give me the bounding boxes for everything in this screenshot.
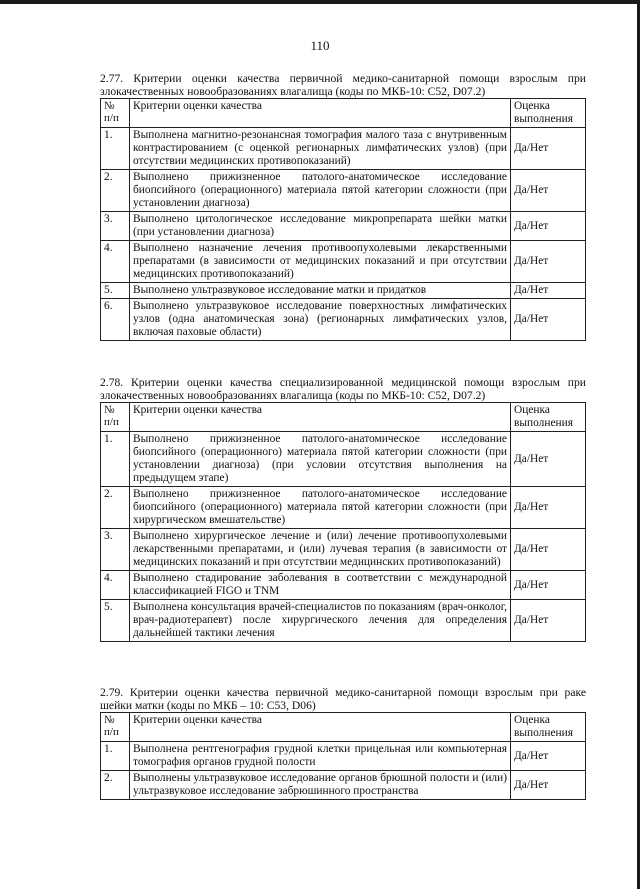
row-criterion: Выполнена магнитно-резонансная томография малого таза с внутривенным контрастированием (с оценкой регионарных лимфатических узлов) (при отсутствии медицинских противопоказаний) [130, 128, 511, 170]
row-num: 5. [101, 600, 130, 642]
header-criterion: Критерии оценки качества [130, 403, 511, 432]
row-result: Да/Нет [511, 571, 586, 600]
header-result: Оценка выполнения [511, 99, 586, 128]
page-number: 110 [310, 38, 330, 53]
header-num: № п/п [101, 99, 130, 128]
row-criterion: Выполнена рентгенография грудной клетки прицельная или компьютерная томография органов грудной полости [130, 742, 511, 771]
table-row [101, 299, 586, 341]
row-num: 1. [101, 432, 130, 487]
row-result: Да/Нет [511, 283, 586, 299]
row-result: Да/Нет [511, 432, 586, 487]
row-criterion: Выполнено прижизненное патолого-анатомическое исследование биопсийного (операционного) материала пятой категории сложности (при установлении диагноза) (при условии отсутствия выполнения на предыдущем этапе) [130, 432, 511, 487]
row-num: 3. [101, 212, 130, 241]
row-num: 4. [101, 571, 130, 600]
row-criterion: Выполнено прижизненное патолого-анатомическое исследование биопсийного (операционного) материала пятой категории сложности (при хирургическом вмешательстве) [130, 487, 511, 529]
row-num: 3. [101, 529, 130, 571]
row-num: 2. [101, 170, 130, 212]
section-title: 2.77. Критерии оценки качества первичной медико-санитарной помощи взрослым при злокачественных новообразованиях влагалища (коды по МКБ-10: C52, D07.2) [100, 72, 586, 98]
row-result: Да/Нет [511, 241, 586, 283]
table-header-row [101, 713, 586, 742]
header-num: № п/п [101, 713, 130, 742]
table-row [101, 771, 586, 800]
row-criterion: Выполнена консультация врачей-специалистов по показаниям (врач-онколог, врач-радиотерапевт) после хирургического лечения для определения дальнейшей тактики лечения [130, 600, 511, 642]
row-criterion: Выполнено хирургическое лечение и (или) лечение противоопухолевыми лекарственными препаратами, и (или) лучевая терапия (в зависимости от медицинских показаний и при отсутствии медицинских противопоказаний) [130, 529, 511, 571]
table-header-row [101, 99, 586, 128]
row-result: Да/Нет [511, 600, 586, 642]
row-result: Да/Нет [511, 742, 586, 771]
header-result: Оценка выполнения [511, 403, 586, 432]
row-result: Да/Нет [511, 299, 586, 341]
table-row [101, 571, 586, 600]
row-criterion: Выполнено стадирование заболевания в соответствии с международной классификацией FIGO и TNM [130, 571, 511, 600]
row-result: Да/Нет [511, 128, 586, 170]
table-row [101, 283, 586, 299]
row-num: 2. [101, 771, 130, 800]
table-row [101, 487, 586, 529]
section-title: 2.79. Критерии оценки качества первичной медико-санитарной помощи взрослым при раке шейки матки (коды по МКБ – 10: C53, D06) [100, 686, 586, 712]
criteria-table [100, 712, 586, 800]
row-criterion: Выполнены ультразвуковое исследование органов брюшной полости и (или) ультразвуковое исследование забрюшинного пространства [130, 771, 511, 800]
scan-edge-top [0, 0, 640, 4]
header-result: Оценка выполнения [511, 713, 586, 742]
section-2-79 [100, 686, 586, 800]
row-result: Да/Нет [511, 771, 586, 800]
row-criterion: Выполнено цитологическое исследование микропрепарата шейки матки (при установлении диагноза) [130, 212, 511, 241]
row-criterion: Выполнено назначение лечения противоопухолевыми лекарственными препаратами (в зависимости от медицинских показаний и при отсутствии медицинских противопоказаний) [130, 241, 511, 283]
row-result: Да/Нет [511, 529, 586, 571]
row-num: 2. [101, 487, 130, 529]
row-num: 1. [101, 128, 130, 170]
row-num: 6. [101, 299, 130, 341]
criteria-table [100, 402, 586, 642]
row-criterion: Выполнено ультразвуковое исследование поверхностных лимфатических узлов (одна анатомическая зона) (регионарных лимфатических узлов, включая паховые области) [130, 299, 511, 341]
row-result: Да/Нет [511, 170, 586, 212]
row-criterion: Выполнено прижизненное патолого-анатомическое исследование биопсийного (операционного) материала пятой категории сложности (при установлении диагноза) [130, 170, 511, 212]
table-row [101, 241, 586, 283]
header-criterion: Критерии оценки качества [130, 99, 511, 128]
row-result: Да/Нет [511, 212, 586, 241]
row-result: Да/Нет [511, 487, 586, 529]
row-num: 5. [101, 283, 130, 299]
table-row [101, 170, 586, 212]
table-header-row [101, 403, 586, 432]
section-title: 2.78. Критерии оценки качества специализированной медицинской помощи взрослым при злокачественных новообразованиях влагалища (коды по МКБ-10: C52, D07.2) [100, 376, 586, 402]
criteria-table [100, 98, 586, 341]
header-criterion: Критерии оценки качества [130, 713, 511, 742]
table-row [101, 742, 586, 771]
table-row [101, 600, 586, 642]
section-2-78 [100, 376, 586, 642]
header-num: № п/п [101, 403, 130, 432]
table-row [101, 529, 586, 571]
table-row [101, 432, 586, 487]
section-2-77 [100, 72, 586, 341]
row-num: 1. [101, 742, 130, 771]
table-row [101, 212, 586, 241]
table-row [101, 128, 586, 170]
row-criterion: Выполнено ультразвуковое исследование матки и придатков [130, 283, 511, 299]
row-num: 4. [101, 241, 130, 283]
